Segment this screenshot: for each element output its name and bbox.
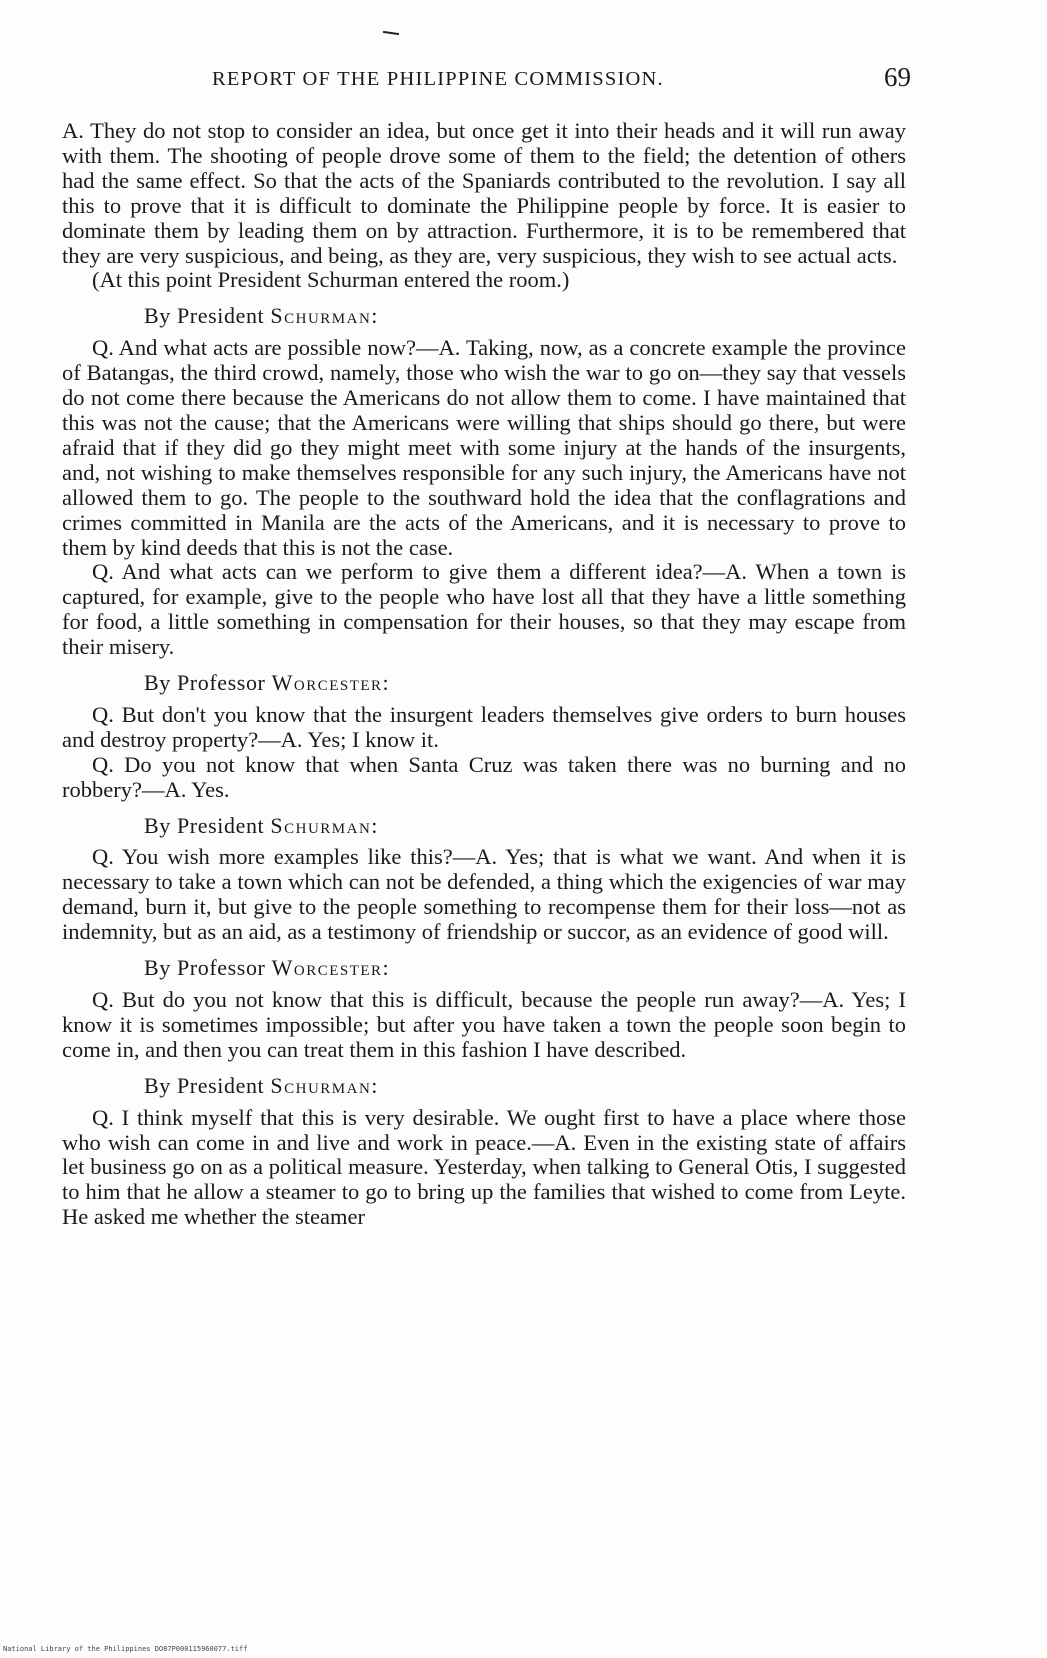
scan-footer: National Library of the Philippines DO87P000115960077.tiff	[3, 1645, 248, 1653]
speaker-heading	[62, 304, 906, 329]
qa-paragraph: Q. Do you not know that when Santa Cruz was taken there was no burning and no robbery?—A. Yes.	[62, 751, 906, 802]
speaker-heading	[62, 814, 906, 839]
speaker-name: Schurman:	[270, 1072, 379, 1098]
speaker-title: By Professor	[144, 955, 266, 981]
qa-paragraph: Q. I think myself that this is very desirable. We ought first to have a place where those who wish can come in and live and work in peace.—A. Even in the existing state of affairs let business go on as a political measure. Yesterday, when talking to General Otis, I suggested to him that he allow a steamer to go to bring up the families that wished to come from Leyte. He asked me whether the steamer	[62, 1104, 906, 1230]
answer-paragraph: A. They do not stop to consider an idea, but once get it into their heads and it will run away with them. The shooting of people drove some of them to the field; the detention of others had the same effect. So that the acts of the Spaniards contributed to the revolution. I say all this to prove that it is difficult to dominate the Philippine people by force. It is easier to dominate them by leading them on by attraction. Furthermore, it is to be remembered that they are very suspicious, and being, as they are, very suspicious, they wish to see actual acts.	[62, 118, 906, 268]
speaker-heading	[62, 1074, 906, 1099]
speaker-heading	[62, 671, 906, 696]
qa-paragraph: Q. You wish more examples like this?—A. Yes; that is what we want. And when it is necessary to take a town which can not be defended, a thing which the exigencies of war may demand, burn it, but give to the people something to recompense them for their loss—not as indemnity, but as an aid, as a testimony of friendship or succor, as an evidence of good will.	[62, 844, 906, 945]
speaker-name: Schurman:	[270, 812, 379, 838]
running-head: REPORT OF THE PHILIPPINE COMMISSION.	[212, 68, 664, 90]
stage-note: (At this point President Schurman entered the room.)	[92, 267, 570, 293]
qa-paragraph: Q. But do you not know that this is difficult, because the people run away?—A. Yes; I know it is sometimes impossible; but after you have taken a town the people soon begin to come in, and then you can treat them in this fashion I have described.	[62, 987, 906, 1062]
speaker-name: Worcester:	[271, 670, 391, 696]
body-text	[62, 119, 906, 1230]
speaker-name: Schurman:	[270, 303, 379, 329]
speaker-name: Worcester:	[271, 955, 391, 981]
scan-mark	[383, 31, 399, 35]
speaker-title: By Professor	[144, 670, 266, 696]
qa-paragraph: Q. And what acts can we perform to give them a different idea?—A. When a town is captured, for example, give to the people who have lost all that they have a little something for food, a little something in compensation for their houses, so that they may escape from their misery.	[62, 559, 906, 660]
speaker-title: By President	[144, 812, 265, 838]
qa-paragraph: Q. And what acts are possible now?—A. Taking, now, as a concrete example the province of Batangas, the third crowd, namely, those who wish the war to go on—they say that vessels do not come there because the Americans do not allow them to come. I have maintained that this was not the cause; that the Americans were willing that ships should go there, but were afraid that if they did go they might meet with some injury at the hands of the insurgents, and, not wishing to make themselves responsible for any such injury, the Americans have not allowed them to go. The people to the southward hold the idea that the conflagrations and crimes committed in Manila are the acts of the Americans, and it is necessary to prove to them by kind deeds that this is not the case.	[62, 335, 906, 560]
qa-paragraph: Q. But don't you know that the insurgent leaders themselves give orders to burn houses and destroy property?—A. Yes; I know it.	[62, 701, 906, 752]
page-number: 69	[884, 62, 911, 92]
speaker-heading	[62, 956, 906, 981]
speaker-title: By President	[144, 1072, 265, 1098]
speaker-title: By President	[144, 303, 265, 329]
